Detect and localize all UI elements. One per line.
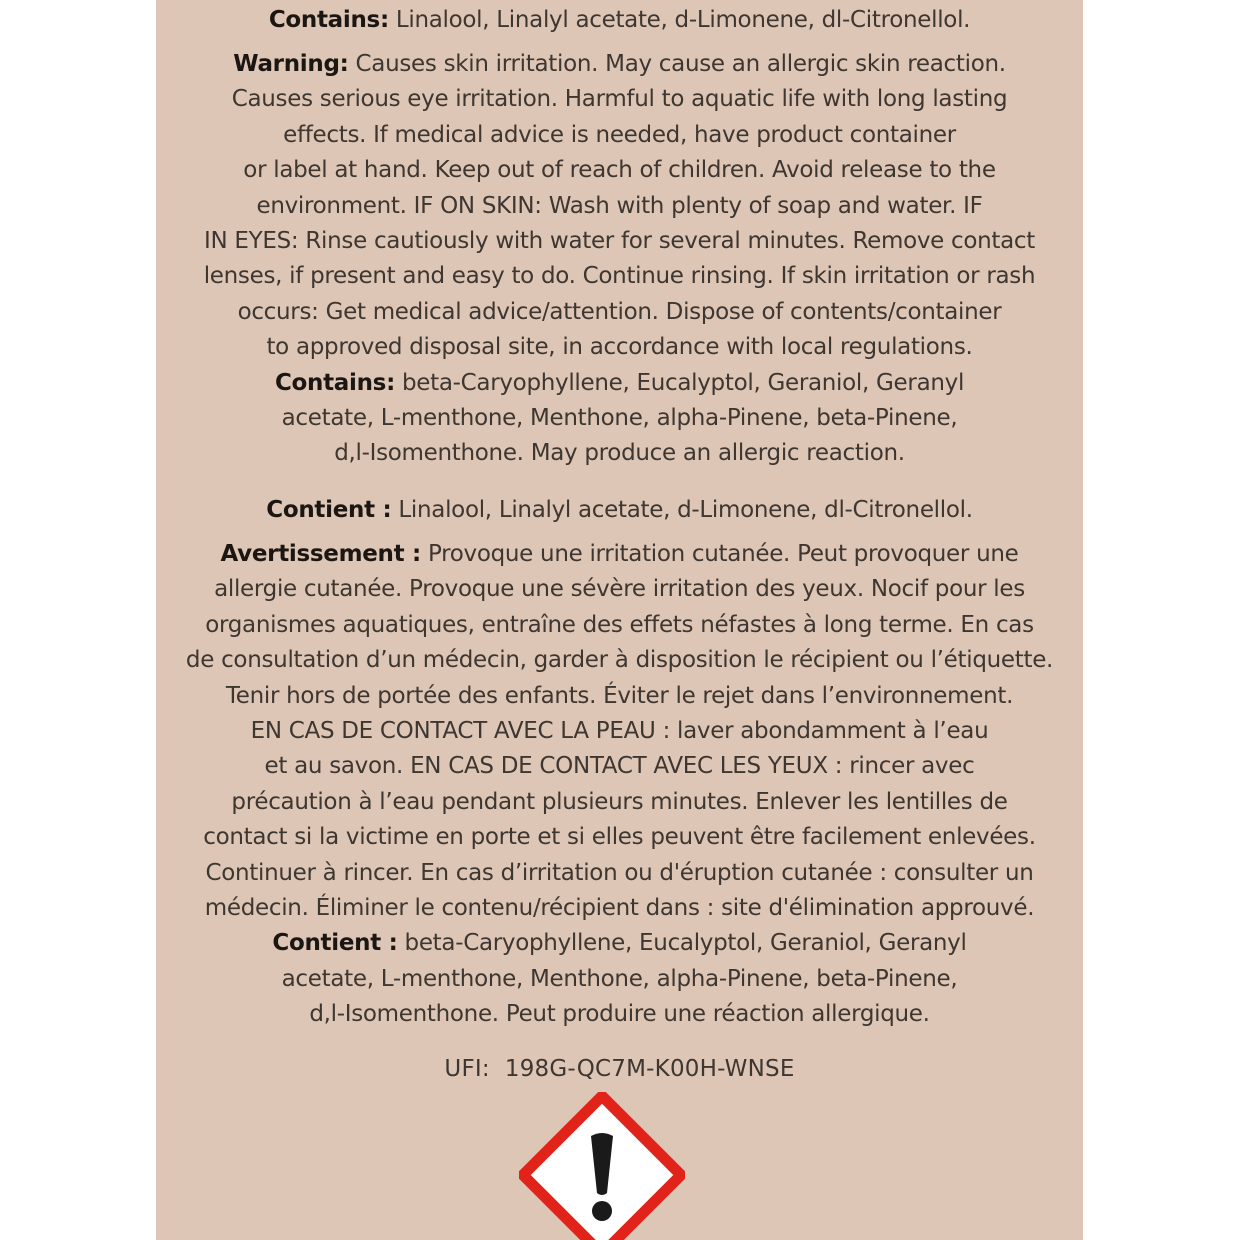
english-contains-top-line: [156, 3, 1083, 38]
french-warning-line: précaution à l’eau pendant plusieurs minutes. Enlever les lentilles de: [231, 788, 1008, 815]
french-warning-line: médecin. Éliminer le contenu/récipient dans : site d'élimination approuvé.: [204, 894, 1035, 921]
french-warning-line: de consultation d’un médecin, garder à disposition le récipient ou l’étiquette.: [185, 647, 1054, 674]
english-warning-line: Causes serious eye irritation. Harmful to aquatic life with long lasting: [231, 86, 1008, 113]
french-warning-line: Continuer à rincer. En cas d’irritation ou d'éruption cutanée : consulter un: [205, 859, 1034, 886]
ufi-block: [156, 1052, 1083, 1087]
english-warning-line: environment. IF ON SKIN: Wash with plenty of soap and water. IF: [256, 192, 983, 219]
english-contains-bottom-text-line: beta-Caryophyllene, Eucalyptol, Geraniol, Geranyl: [401, 369, 965, 396]
french-warning-line: [156, 537, 1083, 572]
english-contains-top-label: Contains:: [268, 7, 389, 33]
english-warning-line: occurs: Get medical advice/attention. Dispose of contents/container: [237, 298, 1002, 325]
english-warning-line: to approved disposal site, in accordance with local regulations.: [266, 334, 973, 361]
english-warning-line: effects. If medical advice is needed, have product container: [283, 121, 956, 148]
english-warning-label: Warning:: [233, 51, 349, 77]
french-warning-line: EN CAS DE CONTACT AVEC LA PEAU : laver abondamment à l’eau: [250, 717, 989, 744]
exclamation-dot: [592, 1201, 612, 1221]
french-warning: [156, 537, 1083, 1032]
english-warning-line: or label at hand. Keep out of reach of children. Avoid release to the: [243, 157, 996, 184]
french-contains-bottom-line: d,l-Isomenthone. Peut produire une réaction allergique.: [309, 1001, 930, 1028]
english-contains-top-text: Linalool, Linalyl acetate, d-Limonene, dl-Citronellol.: [395, 7, 971, 33]
english-contains-bottom-line: d,l-Isomenthone. May produce an allergic reaction.: [334, 440, 905, 467]
french-warning-line: organismes aquatiques, entraîne des effets néfastes à long terme. En cas: [205, 611, 1034, 638]
english-warning-line: [156, 47, 1083, 82]
english-contains-bottom-label: Contains:: [274, 369, 395, 396]
english-contains-bottom-line: [156, 366, 1083, 401]
french-contains-bottom-label: Contient :: [272, 930, 398, 957]
english-warning-text-line: Causes skin irritation. May cause an allergic skin reaction.: [355, 51, 1006, 77]
french-contains-bottom-line: acetate, L-menthone, Menthone, alpha-Pinene, beta-Pinene,: [281, 965, 958, 992]
french-contains-bottom-text-line: beta-Caryophyllene, Eucalyptol, Geraniol, Geranyl: [404, 930, 967, 957]
english-warning-line: lenses, if present and easy to do. Continue rinsing. If skin irritation or rash: [203, 263, 1036, 290]
french-warning-line: contact si la victime en porte et si elles peuvent être facilement enlevées.: [203, 824, 1036, 851]
french-contains-bottom-line: [156, 926, 1083, 961]
french-warning-line: allergie cutanée. Provoque une sévère irritation des yeux. Nocif pour les: [214, 576, 1025, 603]
english-warning-line: IN EYES: Rinse cautiously with water for several minutes. Remove contact: [203, 227, 1035, 254]
ufi-code: 198G-QC7M-K00H-WNSE: [504, 1056, 795, 1082]
french-warning-line: et au savon. EN CAS DE CONTACT AVEC LES YEUX : rincer avec: [264, 753, 975, 780]
french-contains-top-label: Contient :: [266, 497, 392, 523]
french-warning-line: Tenir hors de portée des enfants. Éviter le rejet dans l’environnement.: [225, 682, 1014, 709]
french-contains-top: [156, 493, 1083, 528]
french-contains-top-line: [156, 493, 1083, 528]
product-label-panel: [156, 0, 1083, 1240]
french-contains-top-text: Linalool, Linalyl acetate, d-Limonene, dl-Citronellol.: [398, 497, 973, 523]
english-warning: [156, 47, 1083, 472]
exclamation-mark-icon: [519, 1092, 685, 1240]
english-contains-bottom-line: acetate, L-menthone, Menthone, alpha-Pinene, beta-Pinene,: [281, 404, 958, 431]
ufi-label: UFI:: [444, 1056, 490, 1082]
french-warning-label: Avertissement :: [220, 541, 421, 567]
ufi-line: [156, 1052, 1083, 1087]
english-contains-top: [156, 3, 1083, 38]
french-warning-text-line: Provoque une irritation cutanée. Peut provoquer une: [427, 541, 1019, 567]
